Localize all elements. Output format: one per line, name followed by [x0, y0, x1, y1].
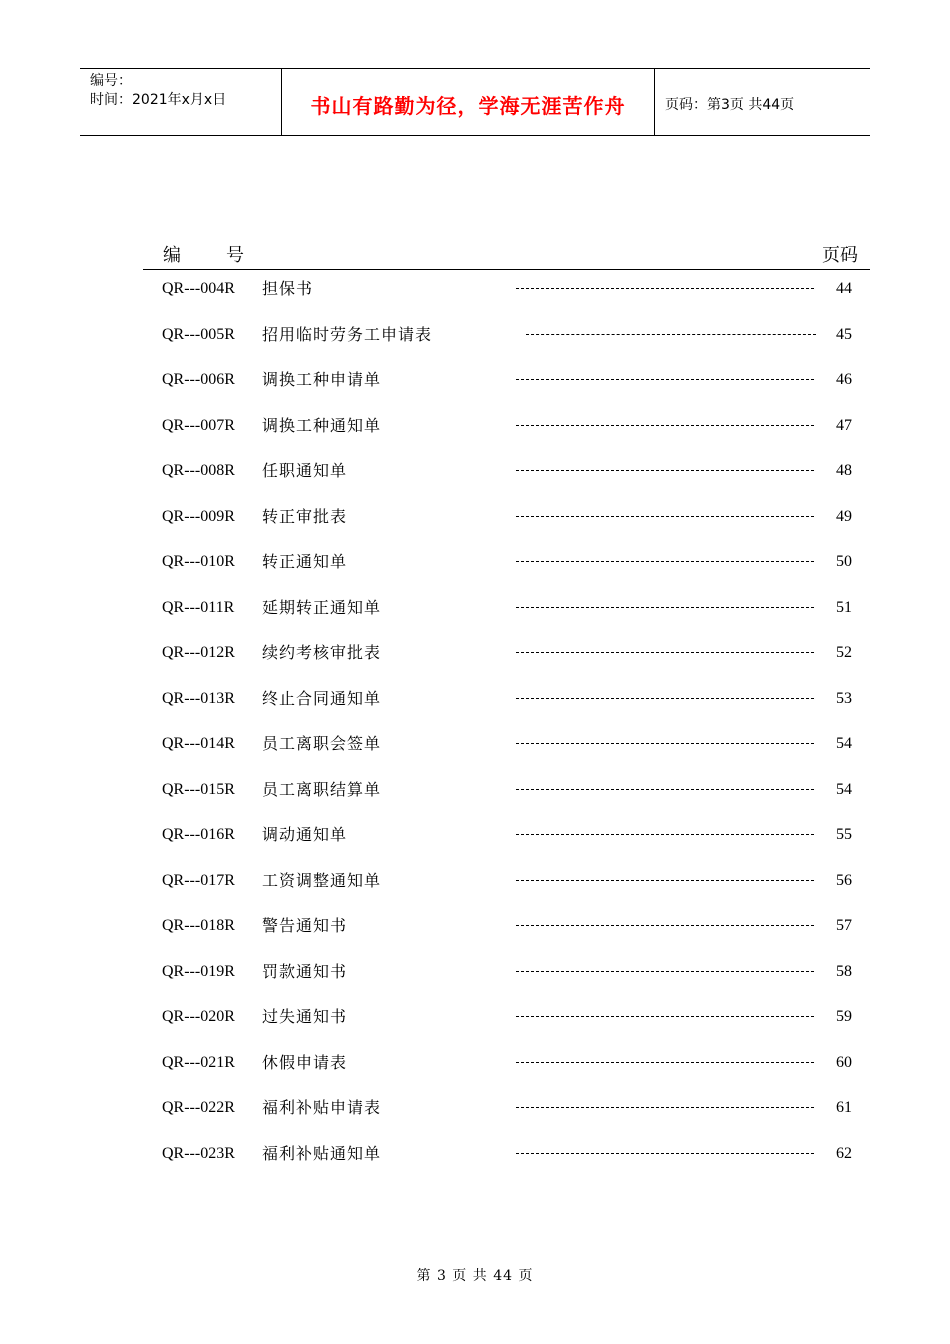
toc-entry-title: 任职通知单 — [262, 461, 348, 480]
toc-entry-page: 51 — [836, 598, 852, 616]
toc-entry-page: 58 — [836, 962, 852, 980]
toc-entry-page: 60 — [836, 1053, 852, 1071]
toc-entry-title: 警告通知书 — [262, 916, 348, 935]
toc-entry-title: 福利补贴申请表 — [262, 1098, 382, 1117]
toc-entry-page: 45 — [836, 325, 852, 343]
toc-entry-code: QR---006R — [162, 371, 235, 388]
toc-entry-page: 52 — [836, 644, 852, 661]
toc-entry-leader — [516, 1062, 814, 1063]
toc-entry[interactable] — [0, 551, 950, 573]
toc-entry[interactable] — [0, 597, 950, 619]
toc-entry-code: QR---011R — [162, 598, 235, 616]
toc-entry-page: 53 — [836, 689, 852, 707]
toc-entry[interactable] — [0, 506, 950, 528]
toc-entry-title: 调换工种申请单 — [262, 370, 382, 389]
toc-entry-leader — [516, 971, 814, 972]
toc-entry-code: QR---022R — [162, 1099, 235, 1116]
toc-entry-page: 57 — [836, 917, 852, 934]
toc-entry-title: 调换工种通知单 — [262, 415, 382, 435]
toc-entry-code: QR---018R — [162, 917, 235, 934]
toc-entry-leader — [516, 607, 814, 608]
toc-entry-code: QR---015R — [162, 780, 235, 798]
toc-entry-title: 罚款通知书 — [262, 961, 348, 981]
toc-entry-leader — [516, 425, 814, 426]
toc-entry-code: QR---017R — [162, 871, 235, 889]
toc-header — [143, 240, 870, 270]
toc-entry-title: 延期转正通知单 — [262, 597, 382, 617]
toc-entry-title: 转正通知单 — [262, 552, 348, 571]
toc-entry-leader — [516, 743, 814, 744]
toc-entry-code: QR---020R — [162, 1008, 235, 1025]
toc-entry-title: 过失通知书 — [262, 1007, 348, 1026]
toc-entry-leader — [516, 1153, 814, 1154]
toc-entry-page: 61 — [836, 1099, 852, 1116]
document-time: 时间：2021年x月x日 — [90, 92, 227, 108]
toc-entry[interactable] — [0, 824, 950, 846]
toc-entry-title: 员工离职会签单 — [262, 734, 382, 753]
toc-entry-title: 担保书 — [262, 279, 314, 298]
toc-entry-code: QR---014R — [162, 735, 235, 752]
toc-entry-title: 工资调整通知单 — [262, 870, 382, 890]
toc-entry-page: 55 — [836, 826, 852, 843]
header-meta — [80, 69, 282, 135]
toc-entry-page: 56 — [836, 871, 852, 889]
toc-entry-code: QR---010R — [162, 553, 235, 570]
toc-entry-leader — [516, 1107, 814, 1108]
toc-entry-page: 48 — [836, 462, 852, 479]
toc-entry-code: QR---004R — [162, 280, 235, 297]
toc-col-code: 编 号 — [163, 245, 244, 266]
toc-entry[interactable] — [0, 779, 950, 801]
toc-entry-code: QR---021R — [162, 1053, 235, 1071]
page-header — [80, 68, 870, 136]
toc-entry-code: QR---009R — [162, 507, 235, 525]
toc-entry[interactable] — [0, 415, 950, 437]
toc-entry[interactable] — [0, 324, 950, 346]
header-motto: 书山有路勤为径，学海无涯苦作舟 — [282, 69, 655, 135]
toc-entry[interactable] — [0, 688, 950, 710]
toc-entry-page: 59 — [836, 1008, 852, 1025]
toc-entry[interactable] — [0, 961, 950, 983]
toc-entry-title: 休假申请表 — [262, 1052, 348, 1072]
toc-entry[interactable] — [0, 1097, 950, 1119]
toc-entry-title: 续约考核审批表 — [262, 643, 382, 662]
toc-entry-title: 招用临时劳务工申请表 — [262, 324, 433, 344]
toc-entry[interactable] — [0, 642, 950, 664]
toc-entry-title: 终止合同通知单 — [262, 688, 382, 708]
toc-entry-code: QR---019R — [162, 962, 235, 980]
toc-entry-leader — [516, 789, 814, 790]
toc-entry-leader — [516, 379, 814, 380]
page-footer: 第 3 页 共 44 页 — [416, 1268, 534, 1284]
toc-entry-code: QR---012R — [162, 644, 235, 661]
toc-entry-title: 调动通知单 — [262, 825, 348, 844]
toc-entry-leader — [516, 470, 814, 471]
toc-entry-code: QR---013R — [162, 689, 235, 707]
toc-entry[interactable] — [0, 870, 950, 892]
header-page-info: 页码：第3页 共44页 — [665, 96, 795, 113]
toc-entry-page: 46 — [836, 371, 852, 388]
toc-entry-code: QR---007R — [162, 416, 235, 434]
toc-entry-leader — [516, 925, 814, 926]
toc-entry-title: 转正审批表 — [262, 506, 348, 526]
toc-entry-page: 54 — [836, 780, 852, 798]
toc-entry[interactable] — [0, 369, 950, 391]
toc-entry-leader — [516, 652, 814, 653]
toc-entry-code: QR---016R — [162, 826, 235, 843]
toc-entry-leader — [516, 698, 814, 699]
toc-entry-leader — [526, 334, 816, 335]
toc-entry-leader — [516, 516, 814, 517]
toc-entry-code: QR---008R — [162, 462, 235, 479]
toc-entry[interactable] — [0, 733, 950, 755]
toc-entry-page: 49 — [836, 507, 852, 525]
toc-entry-leader — [516, 834, 814, 835]
toc-entry-code: QR---023R — [162, 1144, 235, 1162]
toc-entry-page: 62 — [836, 1144, 852, 1162]
toc-entry-page: 54 — [836, 735, 852, 752]
toc-entry-title: 福利补贴通知单 — [262, 1143, 382, 1163]
toc-entry-leader — [516, 880, 814, 881]
toc-entry[interactable] — [0, 1006, 950, 1028]
toc-entry[interactable] — [0, 1052, 950, 1074]
toc-entry-leader — [516, 288, 814, 289]
toc-entry-title: 员工离职结算单 — [262, 779, 382, 799]
toc-entry-leader — [516, 561, 814, 562]
toc-entry-page: 50 — [836, 553, 852, 570]
toc-entry-page: 47 — [836, 416, 852, 434]
toc-entry[interactable] — [0, 460, 950, 482]
document-number-label: 编号： — [90, 73, 132, 89]
toc-entry-page: 44 — [836, 280, 852, 297]
toc-entry[interactable] — [0, 915, 950, 937]
toc-entry[interactable] — [0, 278, 950, 300]
toc-entry-code: QR---005R — [162, 325, 235, 343]
toc-col-page: 页码 — [822, 245, 858, 266]
toc-entry[interactable] — [0, 1143, 950, 1165]
toc-entry-leader — [516, 1016, 814, 1017]
